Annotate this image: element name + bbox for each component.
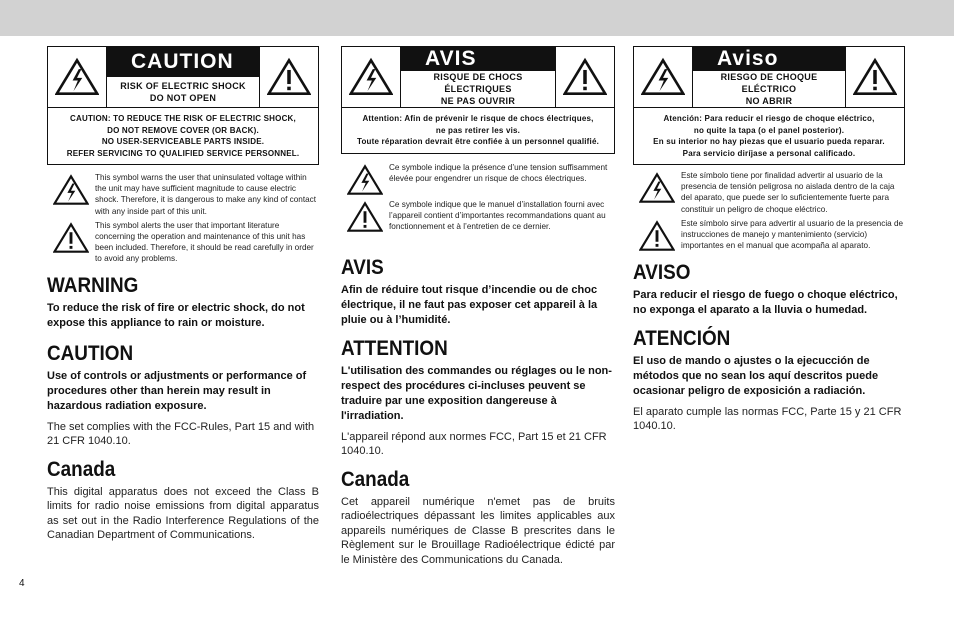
aviso-box-title: Aviso [693, 47, 845, 71]
attention-text: L'utilisation des commandes ou réglages ou le non-respect des procédures ci-incluses peuvent se traduire par une exposition dangereuse à l'irradiation. [341, 364, 612, 422]
aviso-box [633, 46, 905, 165]
heading-aviso: AVISO [633, 260, 691, 284]
heading-avis: AVIS [341, 255, 384, 279]
heading-warning: WARNING [47, 273, 139, 297]
aviso-box-notice: Atención: Para reducir el riesgo de choque eléctrico, no quite la tapa (o el panel posterior). En su interior no hay piezas que el usuario pueda reparar. Para servicio diríjase a personal calificado. [653, 114, 885, 158]
caution-text: Use of controls or adjustments or performance of procedures other than herein may result in hazardous radiation exposure. [47, 369, 307, 412]
atencion-text: El uso de mando o ajustes o la ejecucción de métodos que no sean los aquí descritos puede ocasionar peligro de exposición a radiación. [633, 354, 879, 397]
fcc-text: El aparato cumple las normas FCC, Parte 15 y 21 CFR 1040.10. [633, 405, 902, 433]
aviso-text: Para reducir el riesgo de fuego o choque eléctrico, no exponga el aparato a la lluvia o humedad. [633, 288, 898, 316]
lightning-warning-icon [639, 172, 675, 204]
fcc-text: L'appareil répond aux normes FCC, Part 15 et 21 CFR 1040.10. [341, 430, 607, 457]
lightning-warning-icon [349, 57, 393, 97]
caution-box-subtitle: RISK OF ELECTRIC SHOCK DO NOT OPEN [120, 81, 246, 103]
exclamation-warning-icon [639, 220, 675, 252]
page-number: 4 [19, 578, 25, 589]
fcc-text: The set complies with the FCC-Rules, Part 15 and with 21 CFR 1040.10. [47, 420, 315, 448]
column-spanish [633, 46, 905, 434]
avis-box-notice: Attention: Afin de prévenir le risque de chocs électriques, ne pas retirer les vis. Toute réparation devrait être confiée à un personnel qualifié. [356, 114, 600, 146]
symbol-explanation: Ce symbole indique que le manuel d’installation fourni avec l’appareil contient d’importantes recommandations quant au fonctionnement et à l’entretien de ce dernier. [341, 199, 615, 233]
caution-box-title: CAUTION [107, 47, 259, 77]
avis-box-subtitle: RISQUE DE CHOCS ÉLECTRIQUES NE PAS OUVRIR [433, 72, 523, 106]
exclamation-warning-icon [347, 201, 383, 233]
caution-box [47, 46, 319, 165]
symbol-explanation: Ce symbole indique la présence d’une tension suffisamment élevée pour engendrer un risque de chocs électriques. [341, 162, 615, 196]
lightning-warning-icon [55, 57, 99, 97]
exclamation-warning-icon [563, 57, 607, 97]
canada-text: Cet appareil numérique n'emet pas de bruits radioélectriques dépassant les limites applicables aux appareils numériques de Classe B prescrites dans le Règlement sur le Brouillage Radioélectrique édicté par le Ministère des Communications du Canada. [341, 495, 615, 566]
heading-attention: ATTENTION [341, 336, 448, 360]
heading-canada: Canada [341, 467, 410, 491]
avis-text: Afin de réduire tout risque d’incendie ou de choc électrique, il ne faut pas exposer cet appareil à la pluie ou à l’humidité. [341, 283, 598, 326]
canada-text: This digital apparatus does not exceed the Class B limits for radio noise emissions from digital apparatus as set out in the Radio Interference Regulations of the Canadian Department of Communications. [47, 485, 319, 542]
aviso-box-subtitle: RIESGO DE CHOQUE ELÉCTRICO NO ABRIR [720, 72, 818, 106]
exclamation-warning-icon [267, 57, 311, 97]
top-band [0, 0, 954, 36]
symbol-explanation: This symbol warns the user that uninsulated voltage within the unit may have sufficient magnitude to cause electric shock. Therefore, it is dangerous to make any kind of contact with any inside part of this unit. [47, 172, 319, 217]
avis-box-title: AVIS [401, 47, 555, 71]
lightning-warning-icon [347, 164, 383, 196]
lightning-warning-icon [641, 57, 685, 97]
heading-atencion: ATENCIÓN [633, 326, 731, 350]
avis-box [341, 46, 615, 154]
symbol-explanation: Este símbolo tiene por finalidad advertir al usuario de la presencia de tensión peligrosa no aislada dentro de la caja del aparato, que puede ser lo suficientemente fuerte para constituir un peligro de choque eléctrico. [633, 170, 905, 215]
exclamation-warning-icon [853, 57, 897, 97]
lightning-warning-icon [53, 174, 89, 206]
column-french [341, 46, 615, 567]
symbol-explanation: Este símbolo sirve para advertir al usuario de la presencia de instrucciones de manejo y mantenimiento (servicio) importantes en el manual que acompaña al aparato. [633, 218, 905, 252]
caution-box-notice: CAUTION: TO REDUCE THE RISK OF ELECTRIC SHOCK, DO NOT REMOVE COVER (OR BACK). NO USER-SERVICEABLE PARTS INSIDE. REFER SERVICING TO QUALIFIED SERVICE PERSONNEL. [66, 114, 300, 158]
heading-canada: Canada [47, 457, 116, 481]
symbol-explanation: This symbol alerts the user that important literature concerning the operation and maintenance of this unit has been included. Therefore, it should be read carefully in order to avoid any problems. [47, 220, 319, 265]
exclamation-warning-icon [53, 222, 89, 254]
column-english [47, 46, 319, 543]
warning-text: To reduce the risk of fire or electric shock, do not expose this appliance to rain or moisture. [47, 301, 305, 329]
heading-caution: CAUTION [47, 341, 134, 365]
